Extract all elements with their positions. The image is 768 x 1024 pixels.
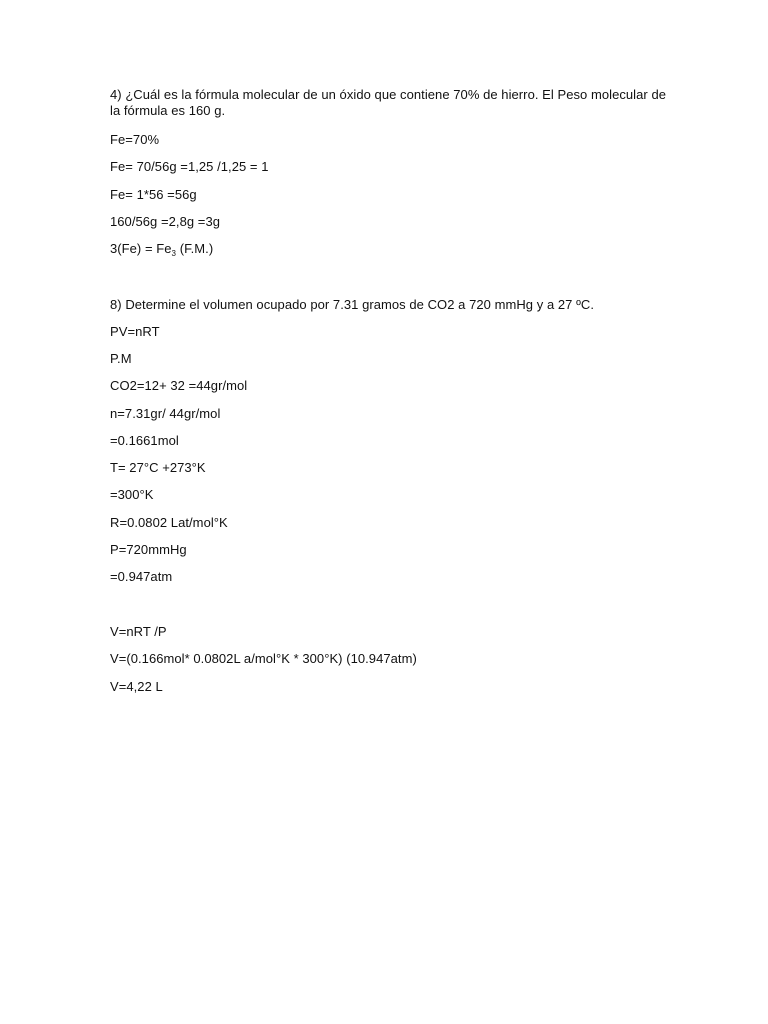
problem-4-statement — [110, 87, 670, 119]
problem-8-step-4: n=7.31gr/ 44gr/mol — [110, 406, 221, 421]
problem-8-step-2: P.M — [110, 351, 132, 366]
problem-8-final-step-3: V=4,22 L — [110, 679, 163, 694]
problem-8-step-9: P=720mmHg — [110, 542, 187, 557]
problem-4-statement-line-1: 4) ¿Cuál es la fórmula molecular de un óxido que contiene 70% de hierro. El Peso molecular de — [110, 87, 667, 102]
problem-4-step-2: Fe= 70/56g =1,25 /1,25 = 1 — [110, 159, 269, 174]
problem-8-step-10: =0.947atm — [110, 569, 173, 584]
problem-8-final-step-1: V=nRT /P — [110, 624, 167, 639]
problem-8-step-7: =300°K — [110, 487, 154, 502]
problem-8-step-3: CO2=12+ 32 =44gr/mol — [110, 378, 248, 393]
problem-8-step-1: PV=nRT — [110, 324, 160, 339]
problem-8-step-6: T= 27°C +273°K — [110, 460, 206, 475]
problem-8-final-step-2: V=(0.166mol* 0.0802L a/mol°K * 300°K) (10.947atm) — [110, 651, 417, 666]
problem-4-result-suffix: (F.M.) — [176, 241, 214, 256]
problem-4-result-prefix: 3(Fe) = Fe — [110, 241, 172, 256]
problem-4-step-3: Fe= 1*56 =56g — [110, 187, 197, 202]
problem-8-step-8: R=0.0802 Lat/mol°K — [110, 515, 228, 530]
problem-4-step-1: Fe=70% — [110, 132, 160, 147]
problem-4-result — [110, 241, 213, 257]
problem-8-step-5: =0.1661mol — [110, 433, 179, 448]
problem-4-step-4: 160/56g =2,8g =3g — [110, 214, 221, 229]
problem-4-result-subscript: 3 — [171, 249, 177, 258]
problem-8-statement: 8) Determine el volumen ocupado por 7.31 gramos de CO2 a 720 mmHg y a 27 ºC. — [110, 297, 595, 312]
problem-4-statement-line-2: la fórmula es 160 g. — [110, 103, 226, 118]
